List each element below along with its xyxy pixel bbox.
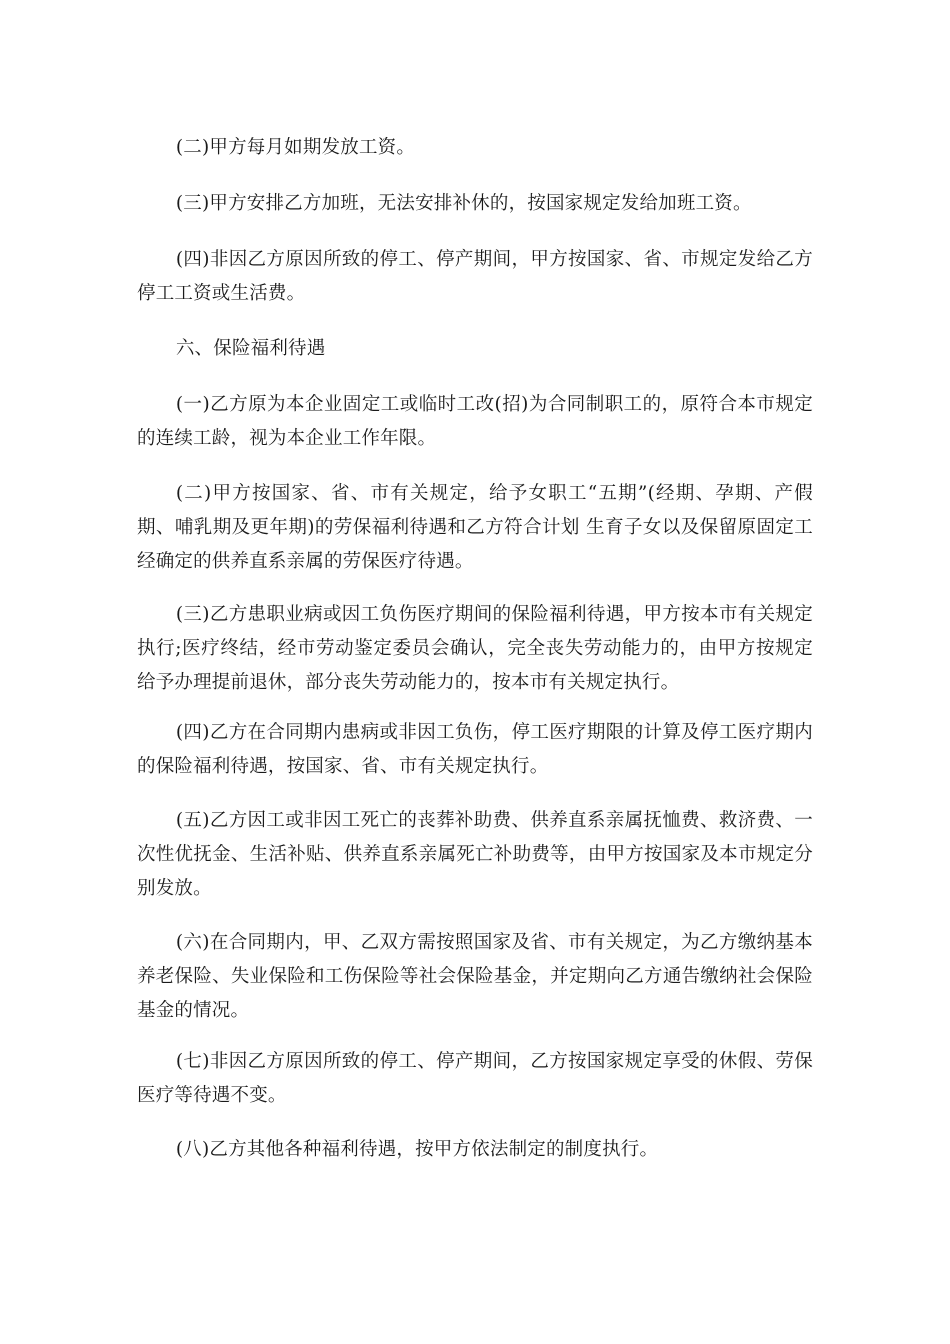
- paragraph-wage-monthly: (二)甲方每月如期发放工资。: [175, 137, 416, 158]
- section-heading-insurance-welfare: 六、保险福利待遇: [175, 338, 326, 359]
- paragraph-female-worker-benefits: (二)甲方按国家、省、市有关规定，给予女职工“五期”(经期、孕期、产假期、哺乳期及更年期)的劳保福利待遇和乙方符合计划 生育子女以及保留原固定工经确定的供养直系亲属的劳保医疗待遇。: [137, 483, 813, 572]
- paragraph-social-insurance: (六)在合同期内，甲、乙双方需按照国家及省、市有关规定，为乙方缴纳基本养老保险、失业保险和工伤保险等社会保险基金，并定期向乙方通告缴纳社会保险基金的情况。: [137, 932, 813, 1021]
- paragraph-occupational-injury: (三)乙方患职业病或因工负伤医疗期间的保险福利待遇，甲方按本市有关规定执行;医疗终结，经市劳动鉴定委员会确认，完全丧失劳动能力的，由甲方按规定给予办理提前退休，部分丧失劳动能力的，按本市有关规定执行。: [137, 604, 813, 693]
- paragraph-death-benefits: (五)乙方因工或非因工死亡的丧葬补助费、供养直系亲属抚恤费、救济费、一次性优抚金、生活补贴、供养直系亲属死亡补助费等，由甲方按国家及本市规定分别发放。: [137, 810, 813, 899]
- paragraph-illness-leave: (四)乙方在合同期内患病或非因工负伤，停工医疗期限的计算及停工医疗期内的保险福利待遇，按国家、省、市有关规定执行。: [137, 722, 813, 777]
- paragraph-seniority: (一)乙方原为本企业固定工或临时工改(招)为合同制职工的，原符合本市规定的连续工龄，视为本企业工作年限。: [137, 394, 813, 449]
- paragraph-other-benefits: (八)乙方其他各种福利待遇，按甲方依法制定的制度执行。: [175, 1139, 659, 1160]
- paragraph-overtime-pay: (三)甲方安排乙方加班，无法安排补休的，按国家规定发给加班工资。: [175, 193, 752, 214]
- paragraph-benefits-unchanged: (七)非因乙方原因所致的停工、停产期间，乙方按国家规定享受的休假、劳保医疗等待遇不变。: [137, 1051, 813, 1106]
- paragraph-shutdown-pay: (四)非因乙方原因所致的停工、停产期间，甲方按国家、省、市规定发给乙方停工工资或生活费。: [137, 249, 813, 304]
